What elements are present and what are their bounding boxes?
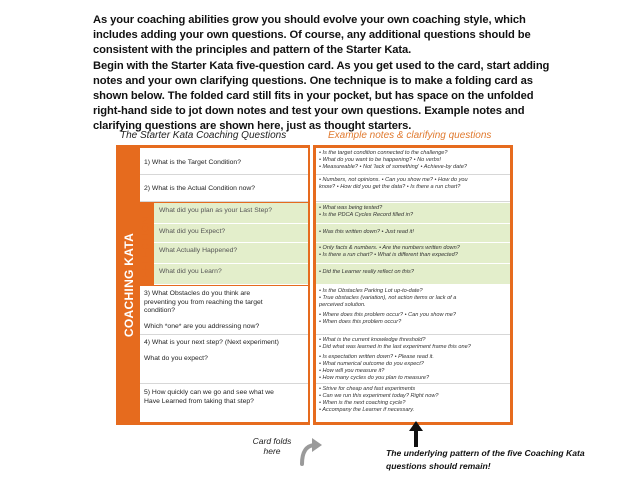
notes-row-7: [316, 286, 510, 335]
note-line: • Is the target condition connected to the challenge?: [319, 150, 448, 156]
note-line: • When is the next coaching cycle?: [319, 400, 406, 407]
intro-paragraph-2: Begin with the Starter Kata five-question card. As you get used to the card, start adding notes and your own clarifying questions. One technique is to make a folding card as shown below. The folded card still fits in your pocket, but has space on the unfolded right-hand side to jot down notes and test your own questions. Example notes and clarifying questions are shown here, just as thought starters.: [93, 60, 550, 132]
notes-row-6: [316, 264, 510, 285]
note-line: • Is expectation written down? • Please read it.: [319, 354, 434, 361]
note-line: • Strive for cheap and fast experiments: [319, 386, 416, 392]
notes-card: [313, 145, 513, 425]
note-line: • Is the PDCA Cycles Record filled in?: [319, 212, 414, 219]
question-5-line-1: 5) How quickly can we go and see what we: [144, 389, 274, 396]
note-line: • Accompany the Learner if necessary.: [319, 407, 415, 414]
note-line: perceived solution.: [319, 302, 366, 309]
question-4-line-1: 4) What is your next step? (Next experiment): [144, 339, 279, 346]
reflection-question-4: What did you Learn?: [159, 268, 222, 275]
note-line: • How many cycles do you plan to measure?: [319, 375, 430, 382]
notes-row-4: [316, 224, 510, 243]
notes-row-1: [316, 148, 510, 175]
question-3-line-4: Which *one* are you addressing now?: [144, 323, 260, 330]
note-line: • Did what was learned in the last experiment frame this one?: [319, 344, 471, 351]
question-3-line-3: condition?: [144, 307, 175, 314]
notes-row-8: [316, 335, 510, 384]
coaching-kata-card: [116, 145, 310, 425]
notes-row-3: [316, 203, 510, 224]
reflection-row-1: [154, 203, 308, 224]
card-folds-label: Card folds here: [252, 436, 292, 456]
note-line: • Only facts & numbers. • Are the numbers written down?: [319, 245, 460, 251]
up-arrow-icon: [408, 420, 424, 448]
note-line: • Numbers, not opinions. • Can you show me? • How do you: [319, 177, 468, 183]
question-1-row: [140, 148, 308, 175]
notes-row-9: [316, 384, 510, 422]
left-caption: The Starter Kata Coaching Questions: [120, 130, 287, 141]
notes-row-2: [316, 175, 510, 202]
intro-paragraph-1: As your coaching abilities grow you should evolve your own coaching style, which includes adding your own questions. Of course, any additional questions should be consistent with the principles and pattern of the Starter Kata.: [93, 14, 531, 56]
reflection-row-4: [154, 264, 308, 285]
note-line: • Did the Learner really reflect on this?: [319, 269, 414, 275]
bottom-note: The underlying pattern of the five Coaching Kata questions should remain!: [386, 448, 585, 471]
notes-row-5: [316, 243, 510, 264]
note-line: • How will you measure it?: [319, 368, 385, 375]
note-line: • True obstacles (variation), not action items or lack of a: [319, 295, 457, 302]
curved-arrow-icon: [296, 434, 326, 468]
note-line: • Is there a run chart? • What is different than expected?: [319, 252, 458, 259]
question-1: 1) What is the Target Condition?: [144, 159, 241, 166]
reflection-row-2: [154, 224, 308, 243]
note-line: • Can we run this experiment today? Right now?: [319, 393, 439, 400]
reflection-row-3: [154, 243, 308, 264]
note-line: • Measureable? • Not 'lack of something' • Achieve-by date?: [319, 164, 468, 171]
note-line: know? • How did you get the data? • Is there a run chart?: [319, 184, 461, 191]
note-line: • Where does this problem occur? • Can you show me?: [319, 312, 456, 319]
question-2: 2) What is the Actual Condition now?: [144, 185, 256, 192]
reflection-question-3: What Actually Happened?: [159, 247, 238, 254]
question-3-line-1: 3) What Obstacles do you think are: [144, 290, 251, 297]
question-5-line-2: Have Learned from taking that step?: [144, 397, 254, 405]
note-line: • Is the Obstacles Parking Lot up-to-date?: [319, 288, 423, 294]
right-caption: Example notes & clarifying questions: [328, 130, 492, 141]
note-line: • What numerical outcome do you expect?: [319, 361, 424, 368]
reflection-question-2: What did you Expect?: [159, 228, 226, 235]
note-line: • What is the current knowledge threshold?: [319, 337, 426, 343]
reflection-label: REFLECTION: [140, 216, 152, 286]
question-4-line-2: What do you expect?: [144, 355, 208, 362]
note-line: • When does this problem occur?: [319, 319, 402, 326]
question-2-row: [140, 175, 308, 202]
note-line: • What do you want to be happening? • No verbs!: [319, 157, 442, 164]
question-3-line-2: preventing you from reaching the target: [144, 298, 263, 306]
question-5-row: [140, 384, 308, 422]
question-4-row: [140, 335, 308, 384]
question-3-row: [140, 286, 308, 335]
reflection-question-1: What did you plan as your Last Step?: [159, 207, 272, 214]
note-line: • What was being tested?: [319, 205, 383, 211]
note-line: • Was this written down? • Just read it!: [319, 229, 414, 235]
coaching-kata-side-label: COACHING KATA: [122, 232, 136, 338]
